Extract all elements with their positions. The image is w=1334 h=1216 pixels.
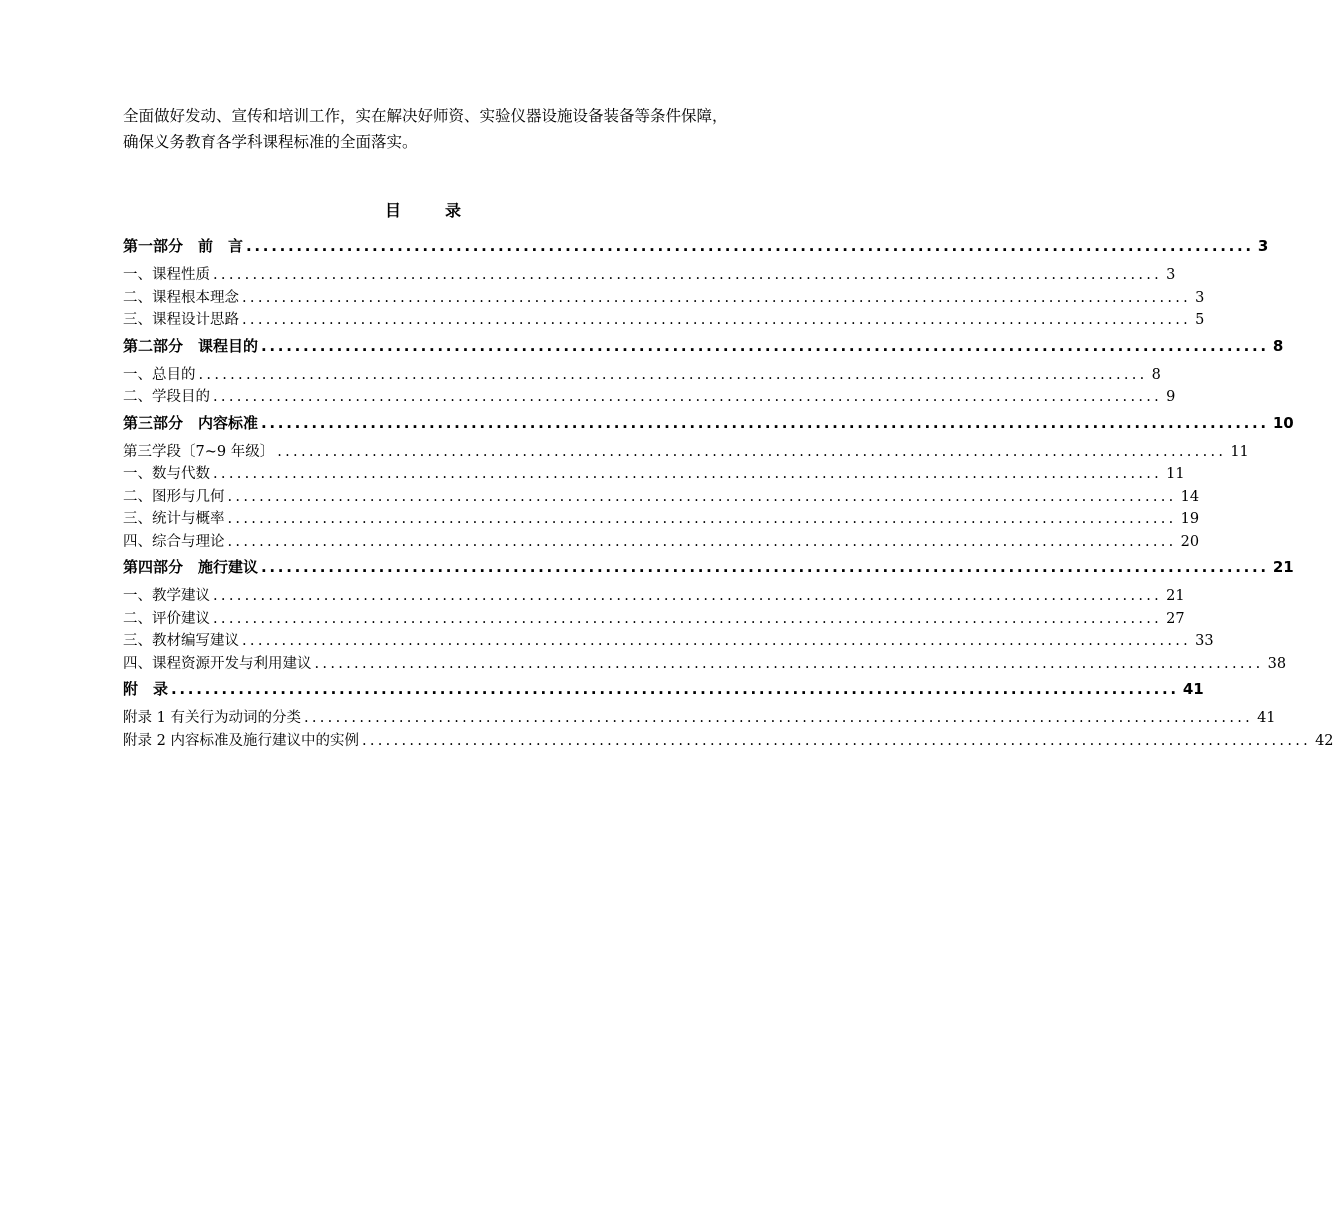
toc-entry[interactable] [123, 309, 1205, 332]
toc-entry-page: 38 [1267, 655, 1287, 672]
toc-part-heading[interactable] [123, 232, 1269, 260]
toc-entry-page: 27 [1166, 610, 1185, 627]
toc-entry-label: 四、课程资源开发与利用建议 [123, 655, 312, 672]
toc-leader-dots: ........................................................................................................................ [261, 413, 1269, 432]
toc-entry-page: 20 [1180, 533, 1200, 550]
toc-part-heading[interactable] [123, 553, 1294, 581]
toc-entry[interactable] [123, 463, 1185, 486]
toc-leader-dots: ........................................................................................................................ [242, 633, 1192, 649]
toc-entry-label: 二、学段目的 [123, 389, 210, 405]
toc-entry-page: 8 [1151, 366, 1161, 383]
toc-leader-dots: ........................................................................................................................ [227, 533, 1177, 550]
toc-entry-page: 3 [1166, 267, 1176, 283]
toc-leader-dots: ........................................................................................................................ [198, 366, 1148, 383]
toc-leader-dots: ........................................................................................................................ [303, 710, 1254, 726]
toc-entry-label: 二、评价建议 [123, 610, 210, 627]
toc-entry-page: 11 [1166, 466, 1185, 482]
toc-entry-page: 21 [1166, 588, 1185, 604]
toc-part-label: 第四部分 施行建议 [123, 558, 259, 576]
toc-entry-page: 9 [1166, 389, 1176, 405]
toc-entry[interactable] [123, 531, 1200, 554]
toc-leader-dots: ........................................................................................................................ [227, 488, 1177, 505]
toc-entry-label: 一、教学建议 [123, 588, 210, 604]
toc-leader-dots: ........................................................................................................................ [261, 336, 1269, 355]
toc-leader-dots: ........................................................................................................................ [242, 312, 1192, 328]
toc-leader-dots: ........................................................................................................................ [213, 610, 1163, 627]
toc-entry[interactable] [123, 608, 1185, 631]
toc-entry[interactable] [123, 386, 1176, 409]
toc-entry[interactable] [123, 364, 1161, 387]
toc-part-page: 8 [1272, 336, 1284, 355]
toc-part-heading[interactable] [123, 332, 1284, 360]
toc-part-heading[interactable] [123, 409, 1294, 437]
toc-entry-page: 3 [1195, 289, 1205, 306]
toc-part-page: 41 [1182, 680, 1204, 698]
toc-entry-label: 一、课程性质 [123, 267, 210, 283]
intro-text: 全面做好发动、宣传和培训工作，实在解决好师资、实验仪器设施设备装备等条件保障，确保义务教育各学科课程标准的全面落实。 [123, 107, 728, 151]
toc-leader-dots: ........................................................................................................................ [213, 588, 1163, 604]
toc-part-page: 3 [1257, 237, 1269, 255]
toc-entry[interactable] [123, 508, 1200, 531]
toc-entry[interactable] [123, 287, 1205, 310]
toc-entry-label: 三、课程设计思路 [123, 312, 239, 328]
toc-part-heading[interactable] [123, 675, 1204, 703]
toc-entry[interactable] [123, 653, 1287, 676]
toc-entry-label: 三、统计与概率 [123, 511, 225, 527]
intro-paragraph [123, 103, 738, 155]
table-of-contents [123, 232, 1334, 752]
toc-entry[interactable] [123, 585, 1185, 608]
toc-leader-dots: ........................................................................................................................ [213, 466, 1163, 482]
toc-part-label: 第二部分 课程目的 [123, 336, 259, 355]
toc-entry-page: 42 [1315, 732, 1334, 749]
toc-leader-dots: ........................................................................................................................ [277, 443, 1227, 460]
toc-part-label: 第三部分 内容标准 [123, 413, 259, 432]
toc-part-label: 第一部分 前 言 [123, 237, 244, 255]
toc-leader-dots: ........................................................................................................................ [227, 511, 1177, 527]
toc-leader-dots: ........................................................................................................................ [171, 680, 1179, 698]
toc-leader-dots: ........................................................................................................................ [213, 389, 1163, 405]
toc-leader-dots: ........................................................................................................................ [246, 237, 1254, 255]
toc-leader-dots: ........................................................................................................................ [314, 655, 1264, 672]
toc-entry-label: 第三学段〔7~9 年级〕 [123, 443, 275, 460]
toc-entry-label: 三、教材编写建议 [123, 633, 239, 649]
toc-leader-dots: ........................................................................................................................ [361, 732, 1312, 749]
toc-entry-label: 附录 1 有关行为动词的分类 [123, 710, 301, 726]
toc-part-page: 10 [1272, 413, 1294, 432]
toc-entry-label: 一、总目的 [123, 366, 196, 383]
toc-entry-label: 附录 2 内容标准及施行建议中的实例 [123, 732, 359, 749]
toc-part-page: 21 [1272, 558, 1294, 576]
toc-entry-page: 33 [1195, 633, 1214, 649]
toc-leader-dots: ........................................................................................................................ [242, 289, 1192, 306]
toc-entry-label: 一、数与代数 [123, 466, 210, 482]
toc-entry[interactable] [123, 441, 1249, 464]
toc-entry[interactable] [123, 486, 1200, 509]
toc-entry-page: 41 [1257, 710, 1276, 726]
toc-entry[interactable] [123, 730, 1334, 753]
toc-entry-label: 二、图形与几何 [123, 488, 225, 505]
toc-entry-page: 5 [1195, 312, 1205, 328]
toc-entry-page: 14 [1180, 488, 1200, 505]
toc-entry-label: 四、综合与理论 [123, 533, 225, 550]
toc-leader-dots: ........................................................................................................................ [261, 558, 1269, 576]
toc-entry-page: 11 [1230, 443, 1249, 460]
toc-part-label: 附 录 [123, 680, 169, 698]
toc-entry-page: 19 [1180, 511, 1200, 527]
toc-title: 目 录 [384, 201, 475, 220]
toc-entry[interactable] [123, 707, 1276, 730]
toc-leader-dots: ........................................................................................................................ [213, 267, 1163, 283]
toc-entry[interactable] [123, 264, 1176, 287]
toc-entry-label: 二、课程根本理念 [123, 289, 239, 306]
toc-entry[interactable] [123, 630, 1214, 653]
